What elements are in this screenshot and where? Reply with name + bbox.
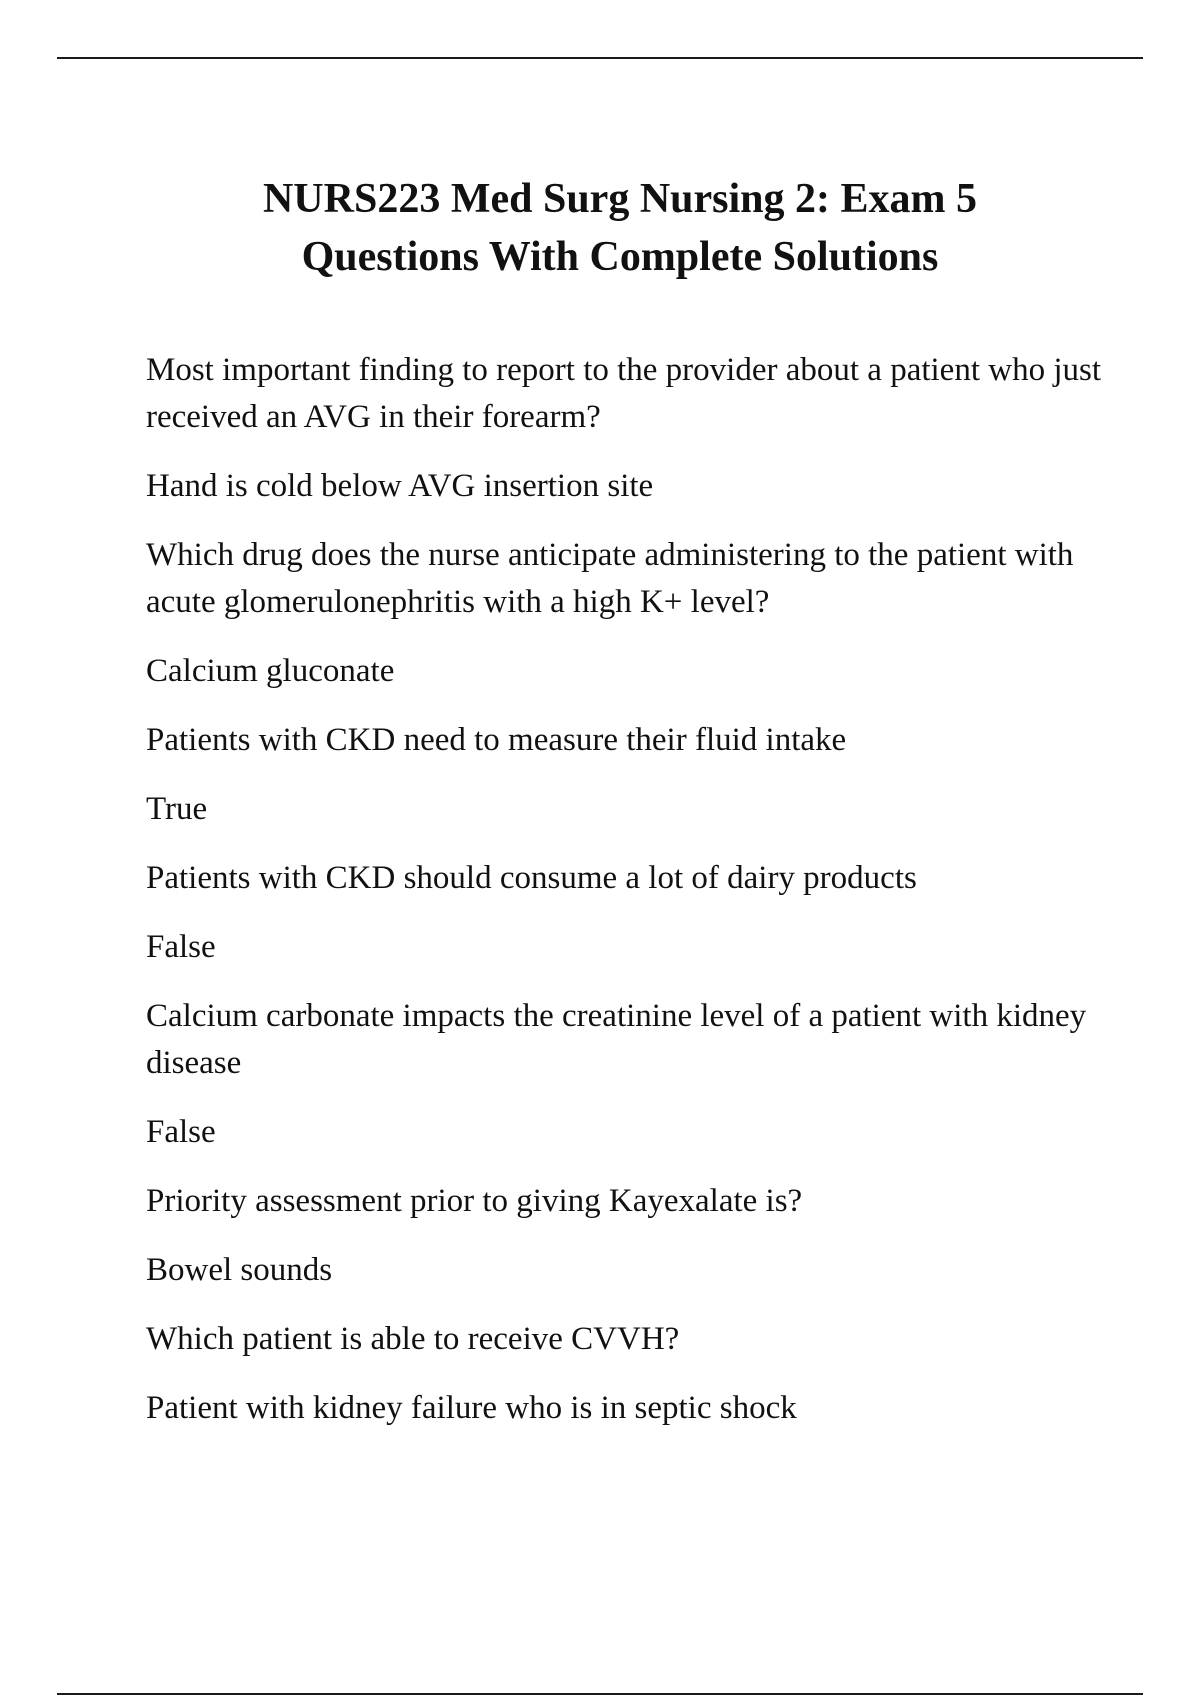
title-line-2: Questions With Complete Solutions — [301, 234, 939, 281]
question-text: Priority assessment prior to giving Kayexalate is? — [146, 1183, 803, 1219]
top-rule — [57, 57, 1143, 59]
question-text: Patients with CKD need to measure their fluid intake — [146, 722, 847, 758]
answer-text: False — [146, 929, 216, 965]
question-text: Patients with CKD should consume a lot of dairy products — [146, 860, 917, 896]
qa-item — [146, 347, 1106, 510]
title-line-1: NURS223 Med Surg Nursing 2: Exam 5 — [262, 176, 978, 223]
qa-item — [146, 1316, 1106, 1432]
qa-item — [146, 993, 1106, 1156]
qa-item — [146, 1178, 1106, 1294]
answer-text: False — [146, 1114, 216, 1150]
question-text: Which patient is able to receive CVVH? — [146, 1321, 680, 1357]
question-text: Most important finding to report to the provider about a patient who just received an AVG in their forearm? — [146, 352, 1102, 435]
answer-text: Bowel sounds — [146, 1252, 333, 1288]
answer-text: Hand is cold below AVG insertion site — [146, 468, 654, 504]
qa-item — [146, 717, 1106, 833]
question-text: Which drug does the nurse anticipate administering to the patient with acute glomerulonephritis with a high K+ level? — [146, 537, 1074, 620]
answer-text: Calcium gluconate — [146, 653, 395, 689]
answer-text: Patient with kidney failure who is in septic shock — [146, 1390, 797, 1426]
bottom-rule — [57, 1693, 1143, 1695]
document-title — [100, 170, 1140, 286]
qa-item — [146, 855, 1106, 971]
answer-text: True — [146, 791, 208, 827]
question-text: Calcium carbonate impacts the creatinine level of a patient with kidney disease — [146, 998, 1087, 1081]
qa-list — [146, 347, 1106, 1454]
qa-item — [146, 532, 1106, 695]
